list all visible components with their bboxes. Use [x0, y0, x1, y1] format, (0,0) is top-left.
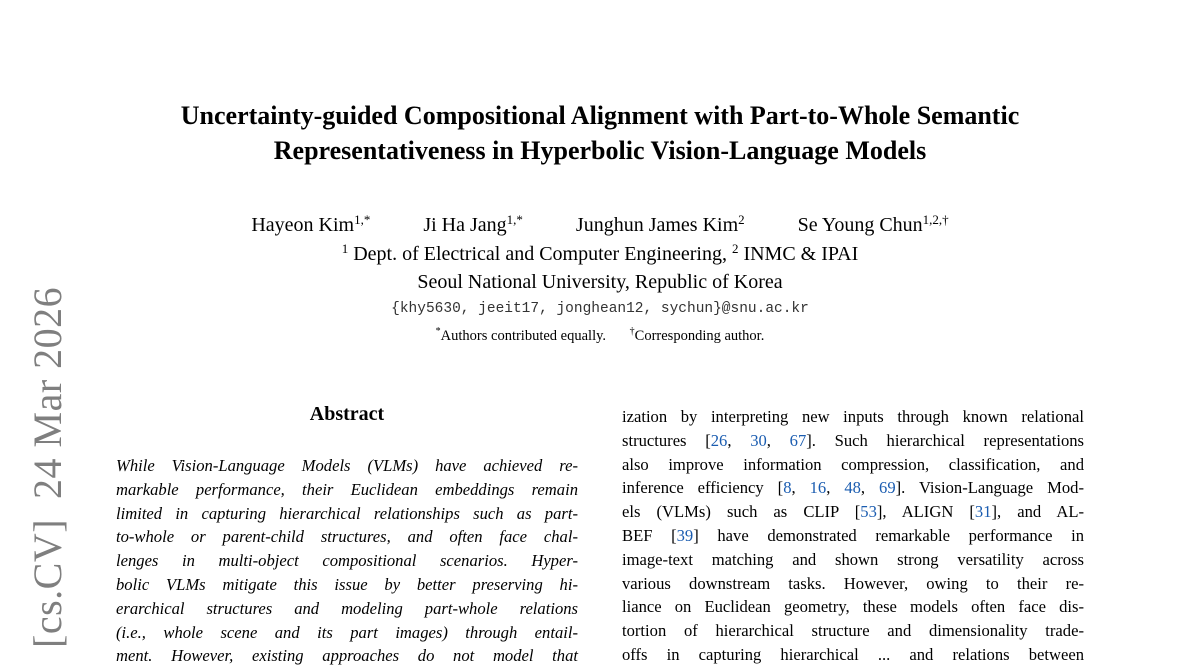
citation-link[interactable]: 39 [676, 525, 694, 545]
corresponding-author-note: †Corresponding author. [629, 326, 765, 344]
citation-link[interactable]: 53 [860, 502, 877, 522]
author-list [0, 211, 1200, 239]
abstract-line: erarchical structures and modeling part-whole relations [116, 598, 578, 618]
citation-link[interactable]: 30 [750, 430, 767, 450]
intro-line: BEF [39] have demonstrated remarkable performance in [622, 525, 1085, 545]
author: Se Young Chun$^{1,2,\dagger}$ [797, 212, 949, 236]
citation-link[interactable]: 48 [844, 478, 861, 498]
citation-link[interactable]: 26 [710, 430, 728, 450]
abstract-heading: Abstract [309, 403, 385, 425]
abstract-line: bolic VLMs mitigate this issue by better preserving hi- [116, 574, 578, 594]
introduction-column [622, 405, 1084, 667]
author: Hayeon Kim$^{1,*}$ [251, 212, 371, 236]
intro-line: tortion of hierarchical structure and dimensionality trade- [622, 621, 1084, 641]
citation-link[interactable]: 8 [783, 478, 792, 498]
intro-line: structures [26, 30, 67]. Such hierarchical representations [622, 430, 1084, 450]
abstract-line: ment. However, existing approaches do not model that [116, 646, 578, 666]
title-line-2: Representativeness in Hyperbolic Vision-Language Models [273, 136, 927, 165]
university-line: Seoul National University, Republic of Korea [417, 271, 783, 293]
title-line-1: Uncertainty-guided Compositional Alignment with Part-to-Whole Semantic [180, 101, 1020, 130]
intro-line: offs in capturing hierarchical ... and relations between [622, 644, 1084, 664]
abstract-line: limited in capturing hierarchical relationships such as part- [116, 503, 578, 523]
citation-link[interactable]: 16 [809, 478, 827, 498]
arxiv-category: [cs.CV] [25, 518, 70, 648]
intro-line: els (VLMs) such as CLIP [53], ALIGN [31], and AL- [622, 502, 1085, 522]
citation-link[interactable]: 67 [789, 430, 807, 450]
abstract-line: to-whole or parent-child structures, and often face chal- [116, 527, 578, 547]
intro-line: liance on Euclidean geometry, these models often face dis- [622, 597, 1084, 617]
abstract-body [116, 454, 578, 668]
intro-line: also improve information compression, classification, and [622, 454, 1084, 474]
arxiv-date: 24 Mar 2026 [25, 286, 70, 499]
paper-title [0, 98, 1200, 168]
abstract-line: lenges in multi-object compositional scenarios. Hyper- [116, 551, 578, 571]
affiliation-line: $^1$ Dept. of Electrical and Computer Engineering, $^2$ INMC & IPAI [341, 241, 859, 265]
abstract-line: (i.e., whole scene and its part images) through entail- [116, 622, 578, 642]
author-emails: {khy5630, jeeit17, jonghean12, sychun}@snu.ac.kr [391, 301, 809, 317]
abstract-line: While Vision-Language Models (VLMs) have achieved re- [116, 456, 578, 475]
intro-line: various downstream tasks. However, owing to their re- [622, 573, 1084, 593]
abstract-line: markable performance, their Euclidean embeddings remain [116, 479, 578, 499]
intro-line: image-text matching and shown strong versatility across [622, 549, 1084, 569]
equal-contribution-note: *Authors contributed equally. [435, 326, 607, 344]
intro-line: ization by interpreting new inputs through known relational [622, 407, 1084, 426]
author: Ji Ha Jang$^{1,*}$ [423, 212, 523, 236]
author: Junghun James Kim$^2$ [575, 212, 745, 236]
author-notes [0, 328, 1200, 345]
citation-link[interactable]: 31 [974, 502, 992, 522]
intro-line: inference efficiency [8, 16, 48, 69]. Vision-Language Mod- [622, 478, 1084, 498]
citation-link[interactable]: 69 [879, 478, 896, 498]
